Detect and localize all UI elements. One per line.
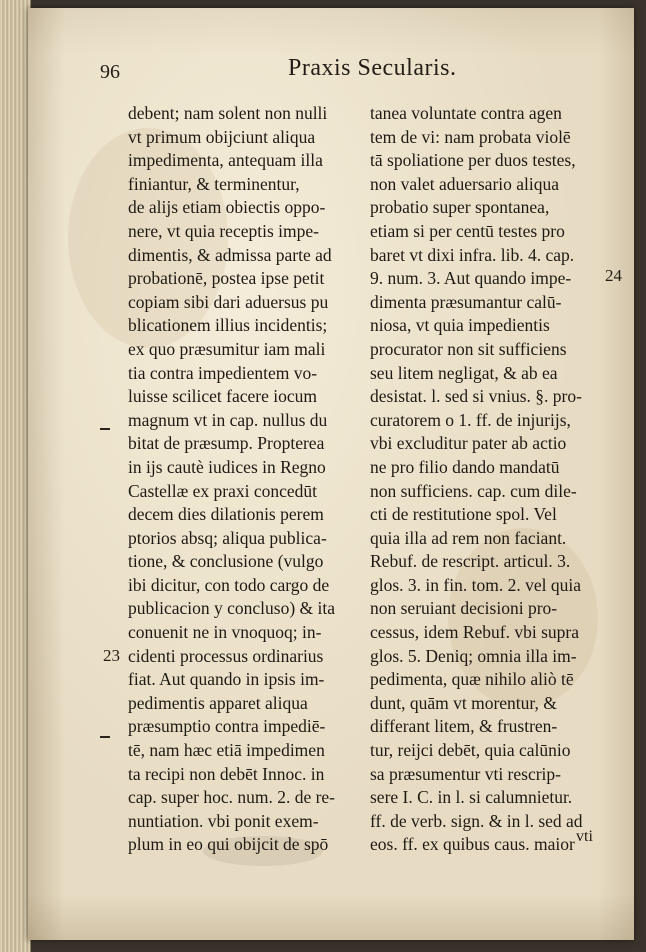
text-line: eos. ff. ex quibus caus. maior bbox=[370, 834, 575, 855]
text-line: tē, nam hæc etiā impedimen bbox=[128, 740, 325, 761]
text-line: dimentis, & admissa parte ad bbox=[128, 244, 332, 265]
text-line: tione, & conclusione (vulgo bbox=[128, 551, 324, 572]
text-line: tem de vi: nam probata violē bbox=[370, 126, 571, 147]
text-line: cidenti processus ordinarius bbox=[128, 645, 324, 666]
text-line: pedimentis apparet aliqua bbox=[128, 692, 308, 713]
text-line: niosa, vt quia impedientis bbox=[370, 315, 550, 336]
text-line: ptorios absq; aliqua publica- bbox=[128, 527, 327, 548]
text-line: ta recipi non debēt Innoc. in bbox=[128, 763, 325, 784]
text-line: differant litem, & frustren- bbox=[370, 716, 558, 737]
text-line: debent; nam solent non nulli bbox=[128, 103, 328, 123]
text-line: procurator non sit sufficiens bbox=[370, 338, 567, 359]
text-line: bitat de præsump. Propterea bbox=[128, 433, 325, 454]
text-line: vbi excluditur pater ab actio bbox=[370, 433, 567, 454]
running-title: Praxis Secularis. bbox=[288, 55, 457, 81]
text-line: glos. 3. in fin. tom. 2. vel quia bbox=[370, 574, 581, 595]
text-line: cap. super hoc. num. 2. de re- bbox=[128, 787, 336, 808]
page-number: 96 bbox=[100, 61, 120, 83]
text-line: plum in eo qui obijcit de spō bbox=[128, 834, 329, 855]
text-line: cti de restitutione spol. Vel bbox=[370, 504, 557, 525]
text-line: etiam si per centū testes pro bbox=[370, 220, 565, 241]
text-line: luisse scilicet facere iocum bbox=[128, 386, 318, 407]
text-line: seu litem negligat, & ab ea bbox=[370, 362, 558, 383]
text-line: tur, reijci debēt, quia calūnio bbox=[370, 740, 571, 761]
text-line: de alijs etiam obiectis oppo- bbox=[128, 197, 326, 218]
text-line: magnum vt in cap. nullus du bbox=[128, 409, 328, 430]
text-line: tia contra impedientem vo- bbox=[128, 362, 318, 383]
text-line: præsumptio contra impediē- bbox=[128, 716, 326, 737]
text-line: impedimenta, antequam illa bbox=[128, 150, 323, 171]
text-line: nere, vt quia receptis impe- bbox=[128, 220, 319, 241]
text-line: 9. num. 3. Aut quando impe- bbox=[370, 268, 572, 289]
text-line: curatorem o 1. ff. de injurijs, bbox=[370, 409, 571, 430]
text-line: glos. 5. Deniq; omnia illa im- bbox=[370, 645, 577, 666]
text-line: tanea voluntate contra agen bbox=[370, 103, 562, 123]
text-line: tā spoliatione per duos testes, bbox=[370, 150, 576, 171]
text-line: blicationem illius incidentis; bbox=[128, 315, 328, 336]
text-line: sere I. C. in l. si calumnietur. bbox=[370, 787, 573, 808]
text-line: pedimenta, quæ nihilo aliò tē bbox=[370, 669, 574, 690]
page-header bbox=[100, 55, 600, 85]
text-line: baret vt dixi infra. lib. 4. cap. bbox=[370, 244, 575, 265]
text-line: fiat. Aut quando in ipsis im- bbox=[128, 669, 325, 690]
text-line: desistat. l. sed si vnius. §. pro- bbox=[370, 386, 582, 407]
text-line: sa præsumentur vti rescrip- bbox=[370, 763, 561, 784]
margin-note-right: 24 bbox=[605, 266, 622, 285]
text-line: cessus, idem Rebuf. vbi supra bbox=[370, 622, 579, 643]
text-line: ne pro filio dando mandatū bbox=[370, 456, 560, 477]
text-line: decem dies dilationis perem bbox=[128, 504, 324, 525]
text-line: publicacion y concluso) & ita bbox=[128, 598, 336, 619]
text-line: vt primum obijciunt aliqua bbox=[128, 126, 316, 147]
text-line: ff. de verb. sign. & in l. sed ad bbox=[370, 810, 583, 831]
text-line: ibi dicitur, con todo cargo de bbox=[128, 574, 330, 595]
text-line: in ijs cautè iudices in Regno bbox=[128, 456, 326, 477]
right-text-column bbox=[370, 102, 605, 857]
text-line: copiam sibi dari aduersus pu bbox=[128, 291, 329, 312]
text-line: probationē, postea ipse petit bbox=[128, 268, 325, 289]
text-line: dimenta præsumantur calū- bbox=[370, 291, 562, 312]
text-line: Rebuf. de rescript. articul. 3. bbox=[370, 551, 571, 572]
text-line: Castellæ ex praxi concedūt bbox=[128, 480, 318, 501]
text-line: finiantur, & terminentur, bbox=[128, 173, 300, 194]
left-text-column bbox=[128, 102, 363, 857]
text-line: ex quo præsumitur iam mali bbox=[128, 338, 326, 359]
margin-mark bbox=[100, 428, 110, 430]
text-line: probatio super spontanea, bbox=[370, 197, 550, 218]
text-line: dunt, quām vt morentur, & bbox=[370, 692, 557, 713]
text-line: conuenit ne in vnoquoq; in- bbox=[128, 622, 322, 643]
text-line: non seruiant decisioni pro- bbox=[370, 598, 558, 619]
text-line: quia illa ad rem non faciant. bbox=[370, 527, 567, 548]
catchword: vti bbox=[576, 828, 593, 845]
text-line: non sufficiens. cap. cum dile- bbox=[370, 480, 577, 501]
margin-note-left: 23 bbox=[103, 646, 120, 665]
margin-mark bbox=[100, 736, 110, 738]
text-line: non valet aduersario aliqua bbox=[370, 173, 560, 194]
text-line: nuntiation. vbi ponit exem- bbox=[128, 810, 319, 831]
book-page-edges bbox=[0, 0, 31, 952]
